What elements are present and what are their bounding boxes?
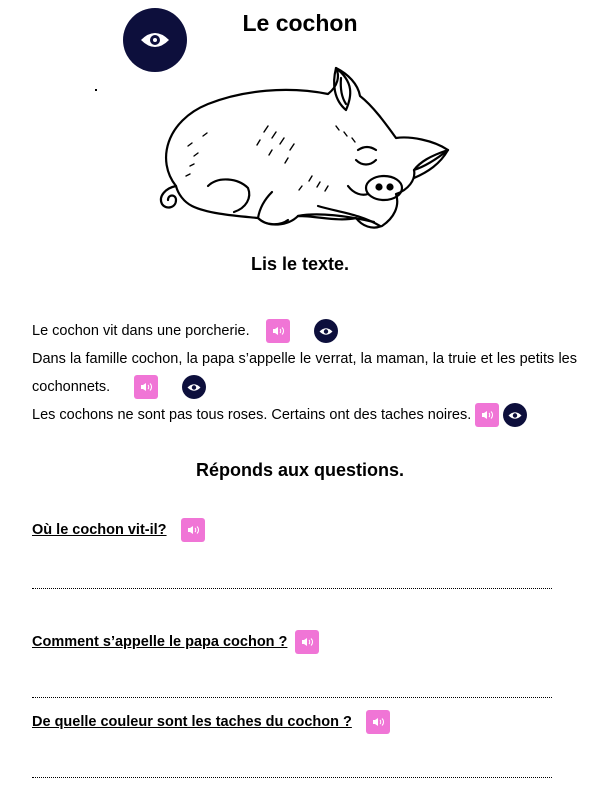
speaker-icon [301,637,313,647]
audio-button-question-1[interactable] [181,518,205,542]
audio-button-question-2[interactable] [295,630,319,654]
speaker-icon [372,717,384,727]
eye-button-sentence-3[interactable] [503,403,527,427]
eye-icon [319,327,333,336]
sentence-2-text: Dans la famille cochon, la papa s’appelle le verrat, la maman, la truie et les petits les cochonnets. [32,351,577,395]
audio-button-question-3[interactable] [366,710,390,734]
question-1 [32,518,205,542]
speaker-icon [272,326,284,336]
answer-line-1[interactable] [32,588,552,589]
answer-line-2[interactable] [32,697,552,698]
question-3-text: De quelle couleur sont les taches du cochon ? [32,714,352,730]
sentence-1 [32,317,577,345]
eye-icon [187,383,201,392]
audio-button-sentence-2[interactable] [134,375,158,399]
audio-button-sentence-3[interactable] [475,403,499,427]
eye-button-sentence-1[interactable] [314,319,338,343]
speaker-icon [140,382,152,392]
sentence-2 [32,345,577,401]
sentence-3-text: Les cochons ne sont pas tous roses. Certains ont des taches noires. [32,407,472,423]
question-2-text: Comment s’appelle le papa cochon ? [32,634,288,650]
reading-heading: Lis le texte. [250,254,350,274]
sentence-3 [32,401,577,429]
questions-heading: Réponds aux questions. [195,460,405,480]
stray-dot [95,89,97,91]
question-1-text: Où le cochon vit-il? [32,522,167,538]
speaker-icon [481,410,493,420]
question-3 [32,710,390,734]
audio-button-sentence-1[interactable] [266,319,290,343]
question-2 [32,630,319,654]
answer-line-3[interactable] [32,777,552,778]
sentence-1-text: Le cochon vit dans une porcherie. [32,323,250,339]
page-title: Le cochon [242,10,358,36]
speaker-icon [187,525,199,535]
eye-button-sentence-2[interactable] [182,375,206,399]
eye-icon [508,411,522,420]
pig-illustration [148,66,458,238]
reading-text [32,317,577,429]
